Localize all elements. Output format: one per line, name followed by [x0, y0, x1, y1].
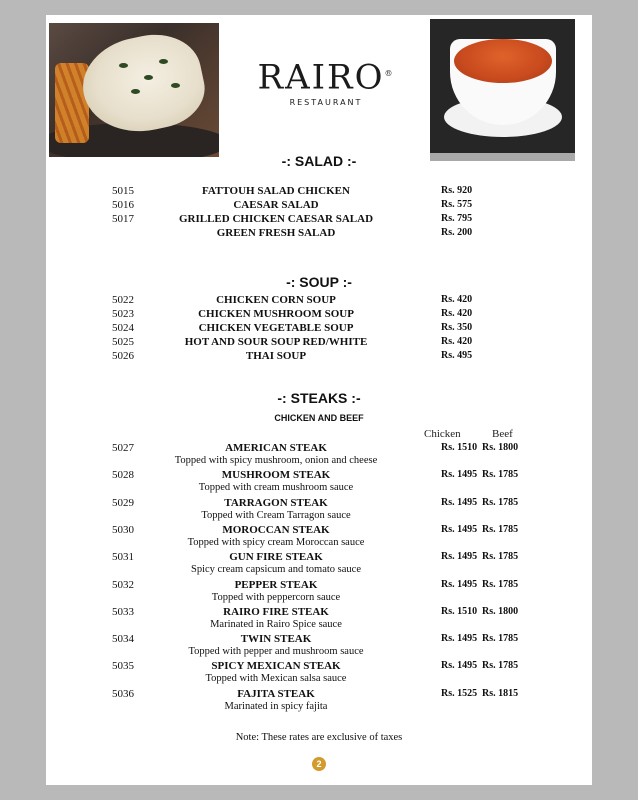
item-price: Rs. 920 [441, 185, 473, 196]
item-name: MOROCCAN STEAK [222, 523, 330, 536]
item-price: Rs. 495 [441, 350, 473, 361]
item-description: Topped with spicy mushroom, onion and cheese [174, 455, 378, 466]
item-code: 5029 [112, 496, 134, 509]
steak-row [46, 442, 592, 456]
item-price-chicken: Rs. 1510 [441, 605, 478, 617]
steak-row [46, 633, 592, 647]
logo-registered-mark: ® [384, 69, 395, 78]
item-price-beef: Rs. 1785 [482, 551, 519, 563]
item-name: RAIRO FIRE STEAK [223, 605, 329, 618]
restaurant-logo [226, 55, 426, 107]
steak-dish-photo [49, 23, 219, 157]
item-price: Rs. 420 [441, 336, 473, 347]
item-code: 5024 [112, 322, 134, 334]
item-name: CAESAR SALAD [233, 199, 319, 211]
item-code: 5016 [112, 199, 134, 211]
item-code: 5034 [112, 633, 134, 646]
item-name: THAI SOUP [245, 350, 307, 362]
item-price-chicken: Rs. 1510 [441, 442, 478, 453]
menu-row [46, 308, 592, 322]
soup-section-title: -: SOUP :- [286, 274, 352, 290]
item-code: 5017 [112, 213, 134, 225]
item-name: FATTOUH SALAD CHICKEN [202, 185, 350, 197]
item-name: MUSHROOM STEAK [221, 469, 331, 482]
item-description: Topped with cream mushroom sauce [198, 482, 354, 494]
steak-row [46, 524, 592, 538]
soup-bowl-photo [430, 19, 575, 161]
steaks-section-subtitle: CHICKEN AND BEEF [274, 413, 364, 423]
item-name: TARRAGON STEAK [224, 496, 328, 509]
item-code: 5033 [112, 605, 134, 618]
item-description: Topped with peppercorn sauce [211, 591, 341, 603]
menu-row [46, 294, 592, 308]
item-name: AMERICAN STEAK [225, 442, 327, 454]
item-price-chicken: Rs. 1495 [441, 496, 478, 508]
item-price: Rs. 795 [441, 213, 473, 224]
item-code: 5022 [112, 294, 134, 306]
item-price-chicken: Rs. 1495 [441, 578, 478, 590]
item-code: 5030 [112, 523, 134, 536]
item-description: Marinated in Rairo Spice sauce [210, 618, 342, 630]
item-price-beef: Rs. 1800 [482, 442, 519, 453]
item-description: Topped with Cream Tarragon sauce [201, 509, 351, 521]
menu-row [46, 227, 592, 241]
steaks-section-title: -: STEAKS :- [277, 390, 361, 406]
steak-row [46, 497, 592, 511]
item-price-chicken: Rs. 1495 [441, 523, 478, 535]
steak-row [46, 660, 592, 674]
item-price: Rs. 575 [441, 199, 473, 210]
item-name: GUN FIRE STEAK [229, 551, 323, 564]
item-price: Rs. 350 [441, 322, 473, 333]
item-name: CHICKEN CORN SOUP [216, 294, 336, 306]
item-code: 5036 [112, 687, 134, 700]
item-description: Topped with pepper and mushroom sauce [188, 646, 364, 658]
item-name: FAJITA STEAK [237, 687, 315, 700]
item-code: 5031 [112, 551, 134, 564]
item-price-beef: Rs. 1785 [482, 496, 519, 508]
item-price: Rs. 420 [441, 294, 473, 305]
item-code: 5025 [112, 336, 134, 348]
item-code: 5023 [112, 308, 134, 320]
item-description: Topped with spicy cream Moroccan sauce [187, 536, 365, 548]
item-name: HOT AND SOUR SOUP RED/WHITE [184, 336, 368, 348]
item-name: GRILLED CHICKEN CAESAR SALAD [178, 213, 374, 225]
item-price-chicken: Rs. 1495 [441, 551, 478, 563]
item-name: SPICY MEXICAN STEAK [211, 660, 341, 673]
item-price-beef: Rs. 1800 [482, 605, 519, 617]
page-number-badge: 2 [312, 757, 326, 771]
item-price-beef: Rs. 1785 [482, 578, 519, 590]
item-code: 5027 [112, 442, 134, 454]
item-code: 5026 [112, 350, 134, 362]
steak-row [46, 606, 592, 620]
menu-row [46, 336, 592, 350]
logo-brand: RAIRO [257, 57, 385, 98]
steak-row [46, 551, 592, 565]
item-price-beef: Rs. 1785 [482, 523, 519, 535]
item-name: GREEN FRESH SALAD [216, 227, 336, 239]
menu-row [46, 199, 592, 213]
item-code: 5015 [112, 185, 134, 197]
item-price-beef: Rs. 1785 [482, 660, 519, 672]
item-price-chicken: Rs. 1495 [441, 469, 478, 481]
item-price-beef: Rs. 1785 [482, 469, 519, 481]
menu-row [46, 350, 592, 364]
item-description: Topped with Mexican salsa sauce [205, 673, 347, 685]
item-name: CHICKEN MUSHROOM SOUP [198, 308, 354, 320]
item-description: Spicy cream capsicum and tomato sauce [191, 564, 361, 576]
item-price: Rs. 420 [441, 308, 473, 319]
steak-row [46, 579, 592, 593]
salad-section-title: -: SALAD :- [281, 153, 357, 169]
logo-subtitle: RESTAURANT [289, 98, 363, 108]
column-header-chicken: Chicken [424, 428, 461, 440]
menu-row [46, 213, 592, 227]
item-price-chicken: Rs. 1495 [441, 660, 478, 672]
item-price-chicken: Rs. 1525 [441, 687, 478, 699]
item-name: CHICKEN VEGETABLE SOUP [198, 322, 354, 334]
item-description: Marinated in spicy fajita [224, 700, 328, 712]
item-price-chicken: Rs. 1495 [441, 633, 478, 645]
item-price-beef: Rs. 1815 [482, 687, 519, 699]
steak-row [46, 688, 592, 702]
menu-row [46, 322, 592, 336]
item-price: Rs. 200 [441, 227, 473, 238]
tax-note: Note: These rates are exclusive of taxes [235, 732, 403, 743]
item-name: PEPPER STEAK [234, 578, 318, 591]
item-code: 5032 [112, 578, 134, 591]
menu-row [46, 185, 592, 199]
item-code: 5028 [112, 469, 134, 482]
item-code: 5035 [112, 660, 134, 673]
menu-page [46, 15, 592, 785]
column-header-beef: Beef [492, 428, 513, 440]
item-price-beef: Rs. 1785 [482, 633, 519, 645]
item-name: TWIN STEAK [240, 633, 312, 646]
steak-row [46, 469, 592, 483]
